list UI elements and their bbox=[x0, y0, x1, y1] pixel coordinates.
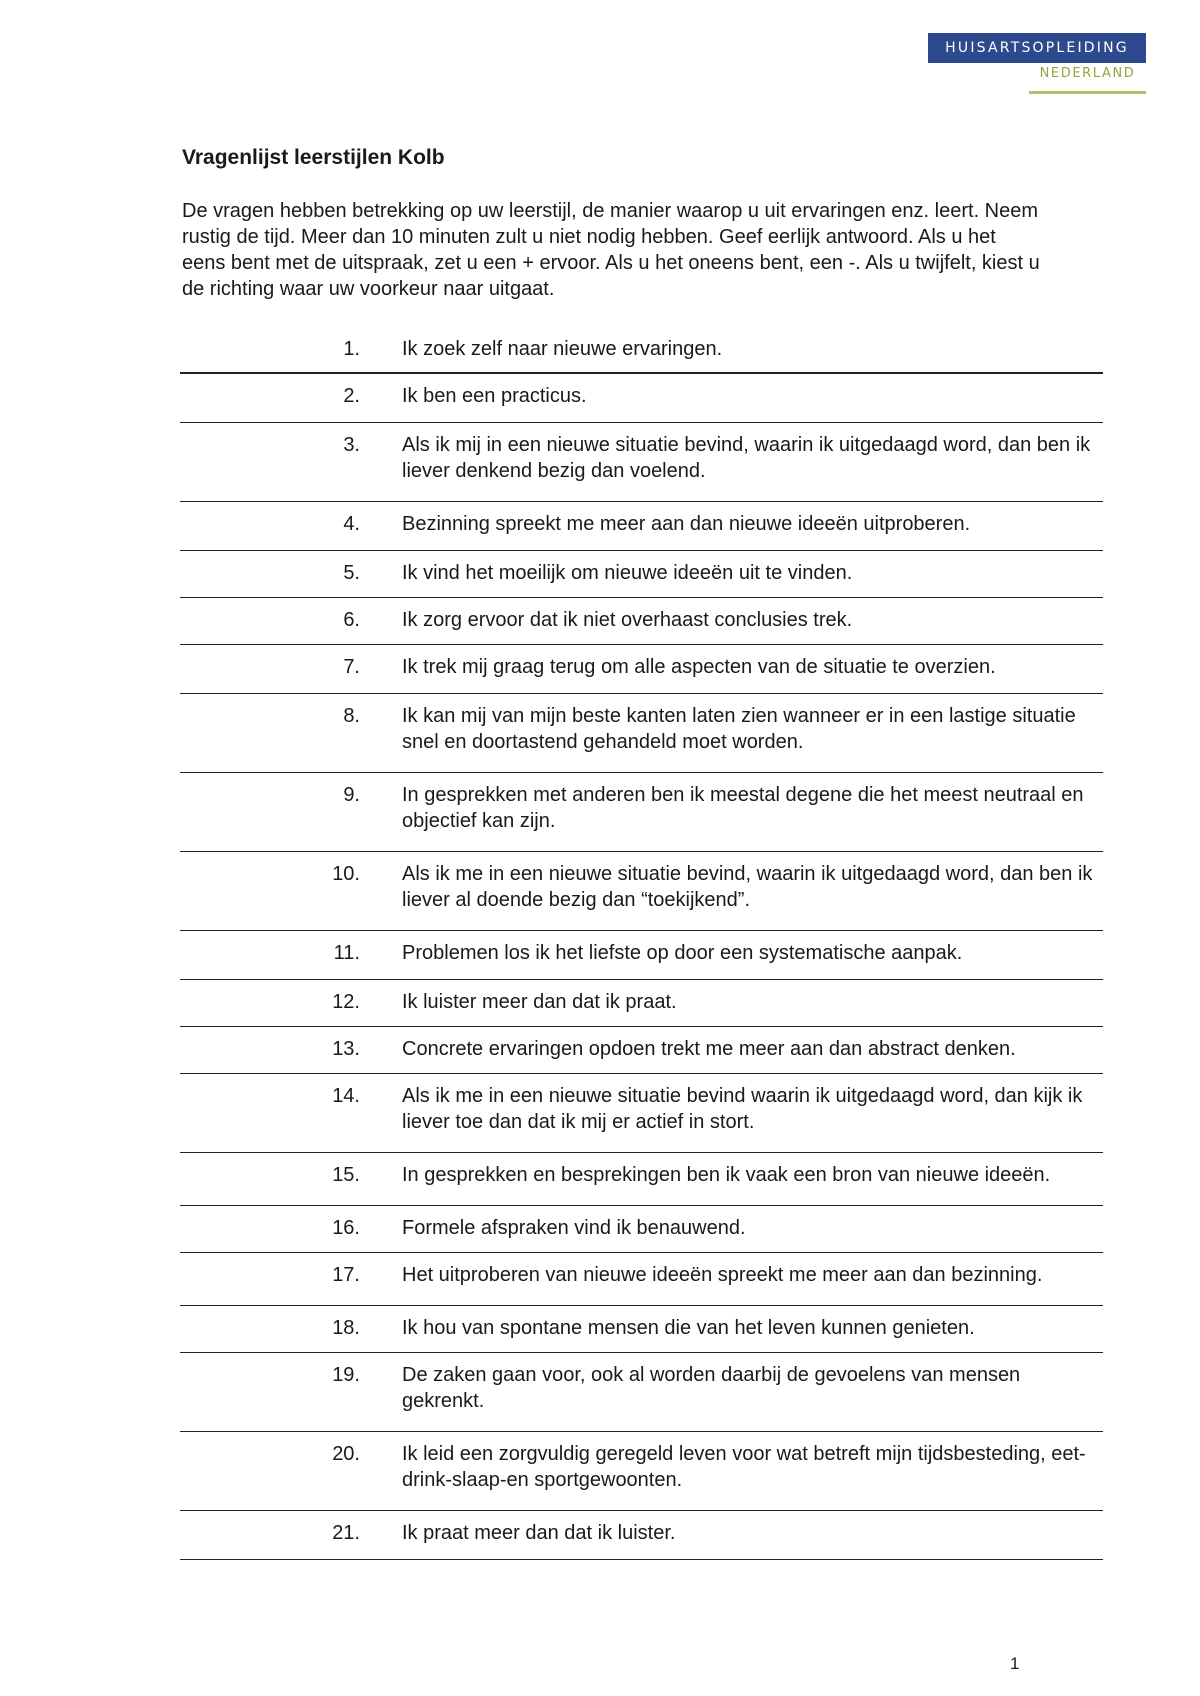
questions-list bbox=[180, 324, 1103, 1560]
question-number: 12. bbox=[332, 991, 360, 1013]
question-text: Ik leid een zorgvuldig geregeld leven voor wat betreft mijn tijdsbesteding, eet-drink-slaap-en sportgewoonten. bbox=[402, 1443, 1086, 1491]
question-text: Formele afspraken vind ik benauwend. bbox=[402, 1217, 746, 1239]
logo-text-bottom: NEDERLAND bbox=[1039, 66, 1136, 81]
question-row bbox=[180, 931, 1103, 980]
question-text: Als ik me in een nieuwe situatie bevind, waarin ik uitgedaagd word, dan ben ik liever al doende bezig dan “toekijkend”. bbox=[402, 863, 1093, 911]
question-number: 2. bbox=[343, 385, 360, 407]
question-number: 16. bbox=[332, 1217, 360, 1239]
logo-text-top: HUISARTSOPLEIDING bbox=[928, 33, 1146, 63]
question-number: 21. bbox=[332, 1522, 360, 1544]
question-number: 4. bbox=[343, 513, 360, 535]
question-text: Problemen los ik het liefste op door een systematische aanpak. bbox=[402, 942, 963, 964]
question-text: In gesprekken met anderen ben ik meestal degene die het meest neutraal en objectief kan zijn. bbox=[402, 784, 1084, 832]
question-row bbox=[180, 502, 1103, 551]
question-number: 5. bbox=[343, 562, 360, 584]
question-row bbox=[180, 598, 1103, 645]
question-number: 17. bbox=[332, 1264, 360, 1286]
question-number: 9. bbox=[343, 784, 360, 806]
question-text: Ik luister meer dan dat ik praat. bbox=[402, 991, 677, 1013]
question-row bbox=[180, 1206, 1103, 1253]
question-row bbox=[180, 1027, 1103, 1074]
question-text: Bezinning spreekt me meer aan dan nieuwe ideeën uitproberen. bbox=[402, 513, 971, 535]
question-text: Het uitproberen van nieuwe ideeën spreekt me meer aan dan bezinning. bbox=[402, 1264, 1043, 1286]
question-row bbox=[180, 324, 1103, 374]
question-row bbox=[180, 1353, 1103, 1432]
question-row bbox=[180, 694, 1103, 773]
question-number: 1. bbox=[343, 338, 360, 360]
question-text: Ik hou van spontane mensen die van het leven kunnen genieten. bbox=[402, 1317, 975, 1339]
question-number: 19. bbox=[332, 1364, 360, 1386]
intro-paragraph: De vragen hebben betrekking op uw leerstijl, de manier waarop u uit ervaringen enz. leert. Neem rustig de tijd. Meer dan 10 minuten zult u niet nodig hebben. Geef eerlijk antwoord. Als u het eens bent met de uitspraak, zet u een + ervoor. Als u het oneens bent, een -. Als u twijfelt, kiest u de richting waar uw voorkeur naar uitgaat. bbox=[182, 200, 1040, 300]
question-text: Ik praat meer dan dat ik luister. bbox=[402, 1522, 676, 1544]
question-row bbox=[180, 852, 1103, 931]
question-row bbox=[180, 773, 1103, 852]
question-row bbox=[180, 374, 1103, 423]
question-number: 13. bbox=[332, 1038, 360, 1060]
question-text: De zaken gaan voor, ook al worden daarbij de gevoelens van mensen gekrenkt. bbox=[402, 1364, 1021, 1412]
question-text: Ik zoek zelf naar nieuwe ervaringen. bbox=[402, 338, 723, 360]
question-text: In gesprekken en besprekingen ben ik vaak een bron van nieuwe ideeën. bbox=[402, 1164, 1051, 1186]
logo-underline bbox=[1029, 91, 1146, 94]
page-title: Vragenlijst leerstijlen Kolb bbox=[182, 146, 445, 169]
question-text: Ik trek mij graag terug om alle aspecten van de situatie te overzien. bbox=[402, 656, 996, 678]
question-number: 20. bbox=[332, 1443, 360, 1465]
question-number: 11. bbox=[333, 942, 360, 964]
question-row bbox=[180, 1253, 1103, 1306]
question-text: Als ik me in een nieuwe situatie bevind waarin ik uitgedaagd word, dan kijk ik liever toe dan dat ik mij er actief in stort. bbox=[402, 1085, 1083, 1133]
question-text: Ik vind het moeilijk om nieuwe ideeën uit te vinden. bbox=[402, 562, 853, 584]
question-row bbox=[180, 551, 1103, 598]
question-text: Ik ben een practicus. bbox=[402, 385, 587, 407]
question-text: Als ik mij in een nieuwe situatie bevind, waarin ik uitgedaagd word, dan ben ik liever denkend bezig dan voelend. bbox=[402, 434, 1091, 482]
page-number: 1 bbox=[1010, 1654, 1020, 1673]
question-number: 8. bbox=[343, 705, 360, 727]
question-text: Ik kan mij van mijn beste kanten laten zien wanneer er in een lastige situatie snel en doortastend gehandeld moet worden. bbox=[402, 705, 1076, 753]
question-number: 3. bbox=[343, 434, 360, 456]
question-number: 15. bbox=[332, 1164, 360, 1186]
question-number: 10. bbox=[332, 863, 360, 885]
question-text: Concrete ervaringen opdoen trekt me meer aan dan abstract denken. bbox=[402, 1038, 1016, 1060]
question-row bbox=[180, 1153, 1103, 1206]
question-row bbox=[180, 980, 1103, 1027]
question-row bbox=[180, 1511, 1103, 1560]
question-number: 14. bbox=[332, 1085, 360, 1107]
question-row bbox=[180, 1432, 1103, 1511]
question-row bbox=[180, 1306, 1103, 1353]
question-row bbox=[180, 1074, 1103, 1153]
question-number: 18. bbox=[332, 1317, 360, 1339]
question-number: 7. bbox=[343, 656, 360, 678]
question-number: 6. bbox=[343, 609, 360, 631]
question-text: Ik zorg ervoor dat ik niet overhaast conclusies trek. bbox=[402, 609, 853, 631]
question-row bbox=[180, 423, 1103, 502]
question-row bbox=[180, 645, 1103, 694]
organization-logo bbox=[928, 33, 1148, 97]
